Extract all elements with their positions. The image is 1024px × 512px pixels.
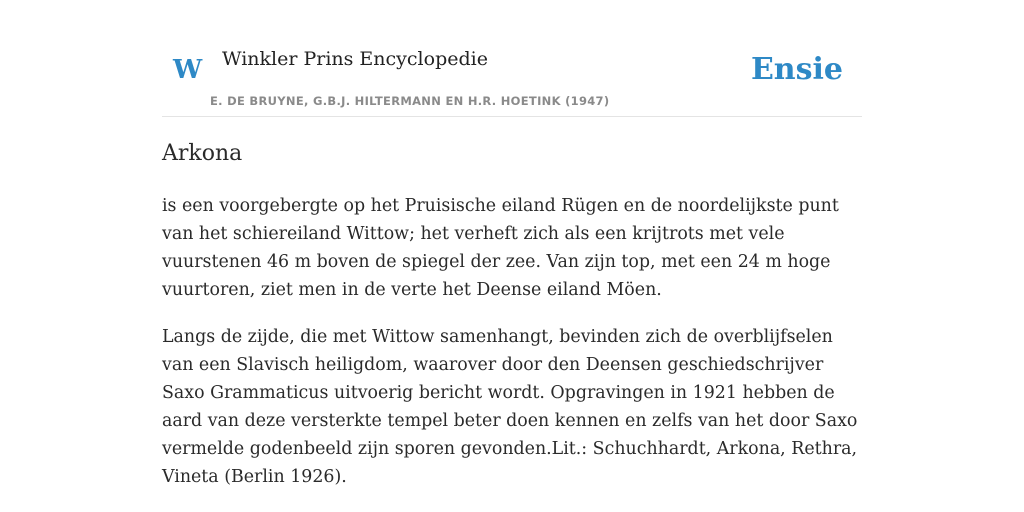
brand-logo-link[interactable]: Ensie [750, 52, 843, 87]
encyclopedia-logo[interactable]: W [173, 55, 203, 85]
article-title: Arkona [162, 141, 243, 166]
encyclopedia-authors: E. DE BRUYNE, G.B.J. HILTERMANN EN H.R. HOETINK (1947) [210, 94, 610, 108]
article [162, 136, 862, 510]
encyclopedia-title[interactable]: Winkler Prins Encyclopedie [222, 48, 488, 70]
article-paragraph: Langs de zijde, die met Wittow samenhangt, bevinden zich de overblijfselen van een Slavisch heiligdom, waarover door den Deensen geschiedschrijver Saxo Grammaticus uitvoerig bericht wordt. Opgravingen in 1921 hebben de aard van deze versterkte tempel beter doen kennen en zelfs van het door Saxo vermelde godenbeeld zijn sporen gevonden.Lit.: Schuchhardt, Arkona, Rethra, Vineta (Berlin 1926). [162, 327, 858, 487]
article-paragraph: is een voorgebergte op het Pruisische eiland Rügen en de noordelijkste punt van het schiereiland Wittow; het verheft zich als een krijtrots met vele vuurstenen 46 m boven de spiegel der zee. Van zijn top, met een 24 m hoge vuurtoren, ziet men in de verte het Deense eiland Möen. [162, 196, 839, 300]
site-header [162, 0, 862, 117]
